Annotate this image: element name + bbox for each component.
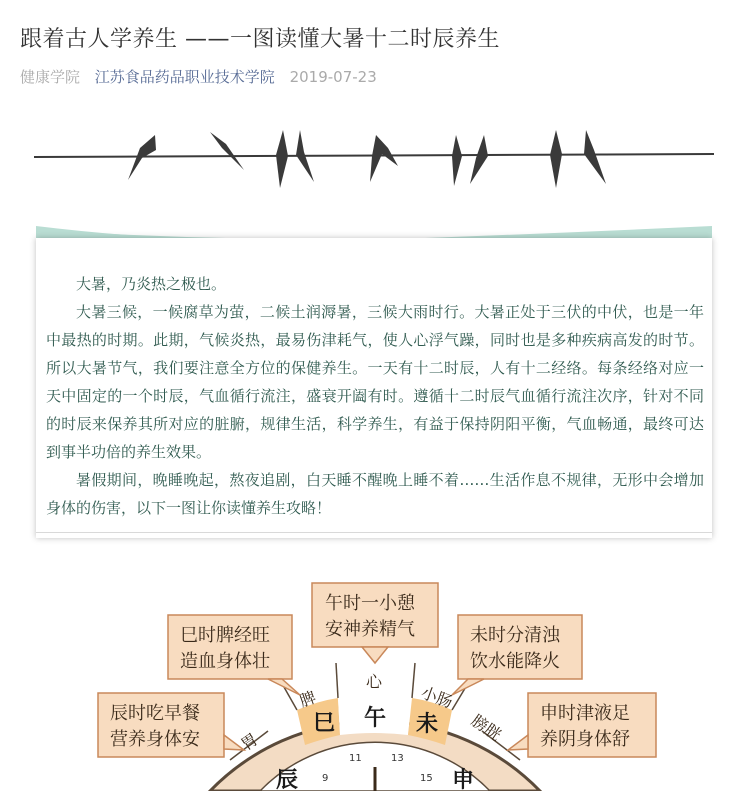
article-source[interactable]: 健康学院	[20, 68, 81, 86]
hour-9: 9	[322, 773, 329, 784]
callout-wu-line1: 午时一小憩	[325, 593, 415, 614]
organ-label-xiaochang: 小肠	[418, 682, 456, 712]
article-title: 跟着古人学养生 ——一图读懂大暑十二时辰养生	[20, 27, 500, 52]
callout-shen	[508, 693, 656, 757]
callout-si-line1: 巳时脾经旺	[180, 625, 270, 646]
branch-wei: 未	[416, 712, 439, 737]
callout-wu-line2: 安神养精气	[325, 619, 415, 640]
article-date: 2019-07-23	[289, 68, 377, 86]
callout-shen-line2: 养阴身体舒	[540, 729, 630, 750]
callout-wei	[452, 615, 582, 695]
organ-label-pangguang: 膀胱	[467, 710, 505, 745]
bird-icon	[370, 135, 398, 182]
callout-chen	[98, 693, 244, 757]
paragraph: 暑假期间，晚睡晚起，熬夜追剧，白天睡不醒晚上睡不着……生活作息不规律，无形中会增加身体的伤害，以下一图让你读懂养生攻略！	[46, 471, 704, 517]
callout-wei-line2: 饮水能降火	[470, 651, 560, 672]
callout-shen-line1: 申时津液足	[540, 703, 630, 724]
hour-15: 15	[420, 773, 433, 784]
callout-wei-line1: 未时分清浊	[470, 625, 560, 646]
organ-label-wei: 胃	[237, 729, 262, 755]
bird-icon	[210, 132, 244, 170]
organ-label-pi: 脾	[296, 687, 319, 711]
bird-silhouettes	[128, 130, 606, 188]
intro-text	[46, 270, 704, 522]
branch-si: 巳	[313, 711, 336, 736]
article-author[interactable]: 江苏食品药品职业技术学院	[94, 68, 275, 86]
branch-wu: 午	[364, 706, 387, 731]
bird-icon	[276, 130, 288, 188]
birds-on-wire-illustration	[0, 100, 744, 240]
callout-chen-line2: 营养身体安	[110, 729, 200, 750]
bird-icon	[452, 135, 462, 186]
hour-13: 13	[391, 753, 404, 764]
bird-icon	[470, 135, 488, 184]
bird-icon	[550, 130, 562, 188]
article-meta	[20, 66, 387, 87]
bird-icon	[584, 130, 606, 184]
callout-si-line2: 造血身体壮	[180, 651, 270, 672]
paragraph: 大暑三候，一候腐草为萤，二候土润溽暑，三候大雨时行。大暑正处于三伏的中伏，也是一年中最热的时期。此期，气候炎热，最易伤津耗气，使人心浮气躁，同时也是多种疾病高发的时节。所以大暑节气，我们要注意全方位的保健养生。一天有十二时辰，人有十二经络。每条经络对应一天中固定的一个时辰，气血循行流注，盛衰开阖有时。遵循十二时辰气血循行流注次序，针对不同的时辰来保养其所对应的脏腑，规律生活，科学养生，有益于保持阴阳平衡，气血畅通，最终可达到事半功倍的养生效果。	[46, 303, 704, 461]
callout-chen-line1: 辰时吃早餐	[110, 703, 200, 724]
organ-label-xin: 心	[366, 672, 383, 691]
card-bottom-rule	[36, 532, 712, 533]
callout-wu	[312, 583, 438, 663]
twelve-hours-infographic	[0, 545, 744, 791]
hour-11: 11	[349, 753, 362, 764]
branch-chen: 辰	[276, 768, 299, 791]
callout-si	[168, 615, 300, 695]
branch-shen: 申	[452, 768, 475, 791]
paragraph: 大暑，乃炎热之极也。	[76, 275, 227, 293]
